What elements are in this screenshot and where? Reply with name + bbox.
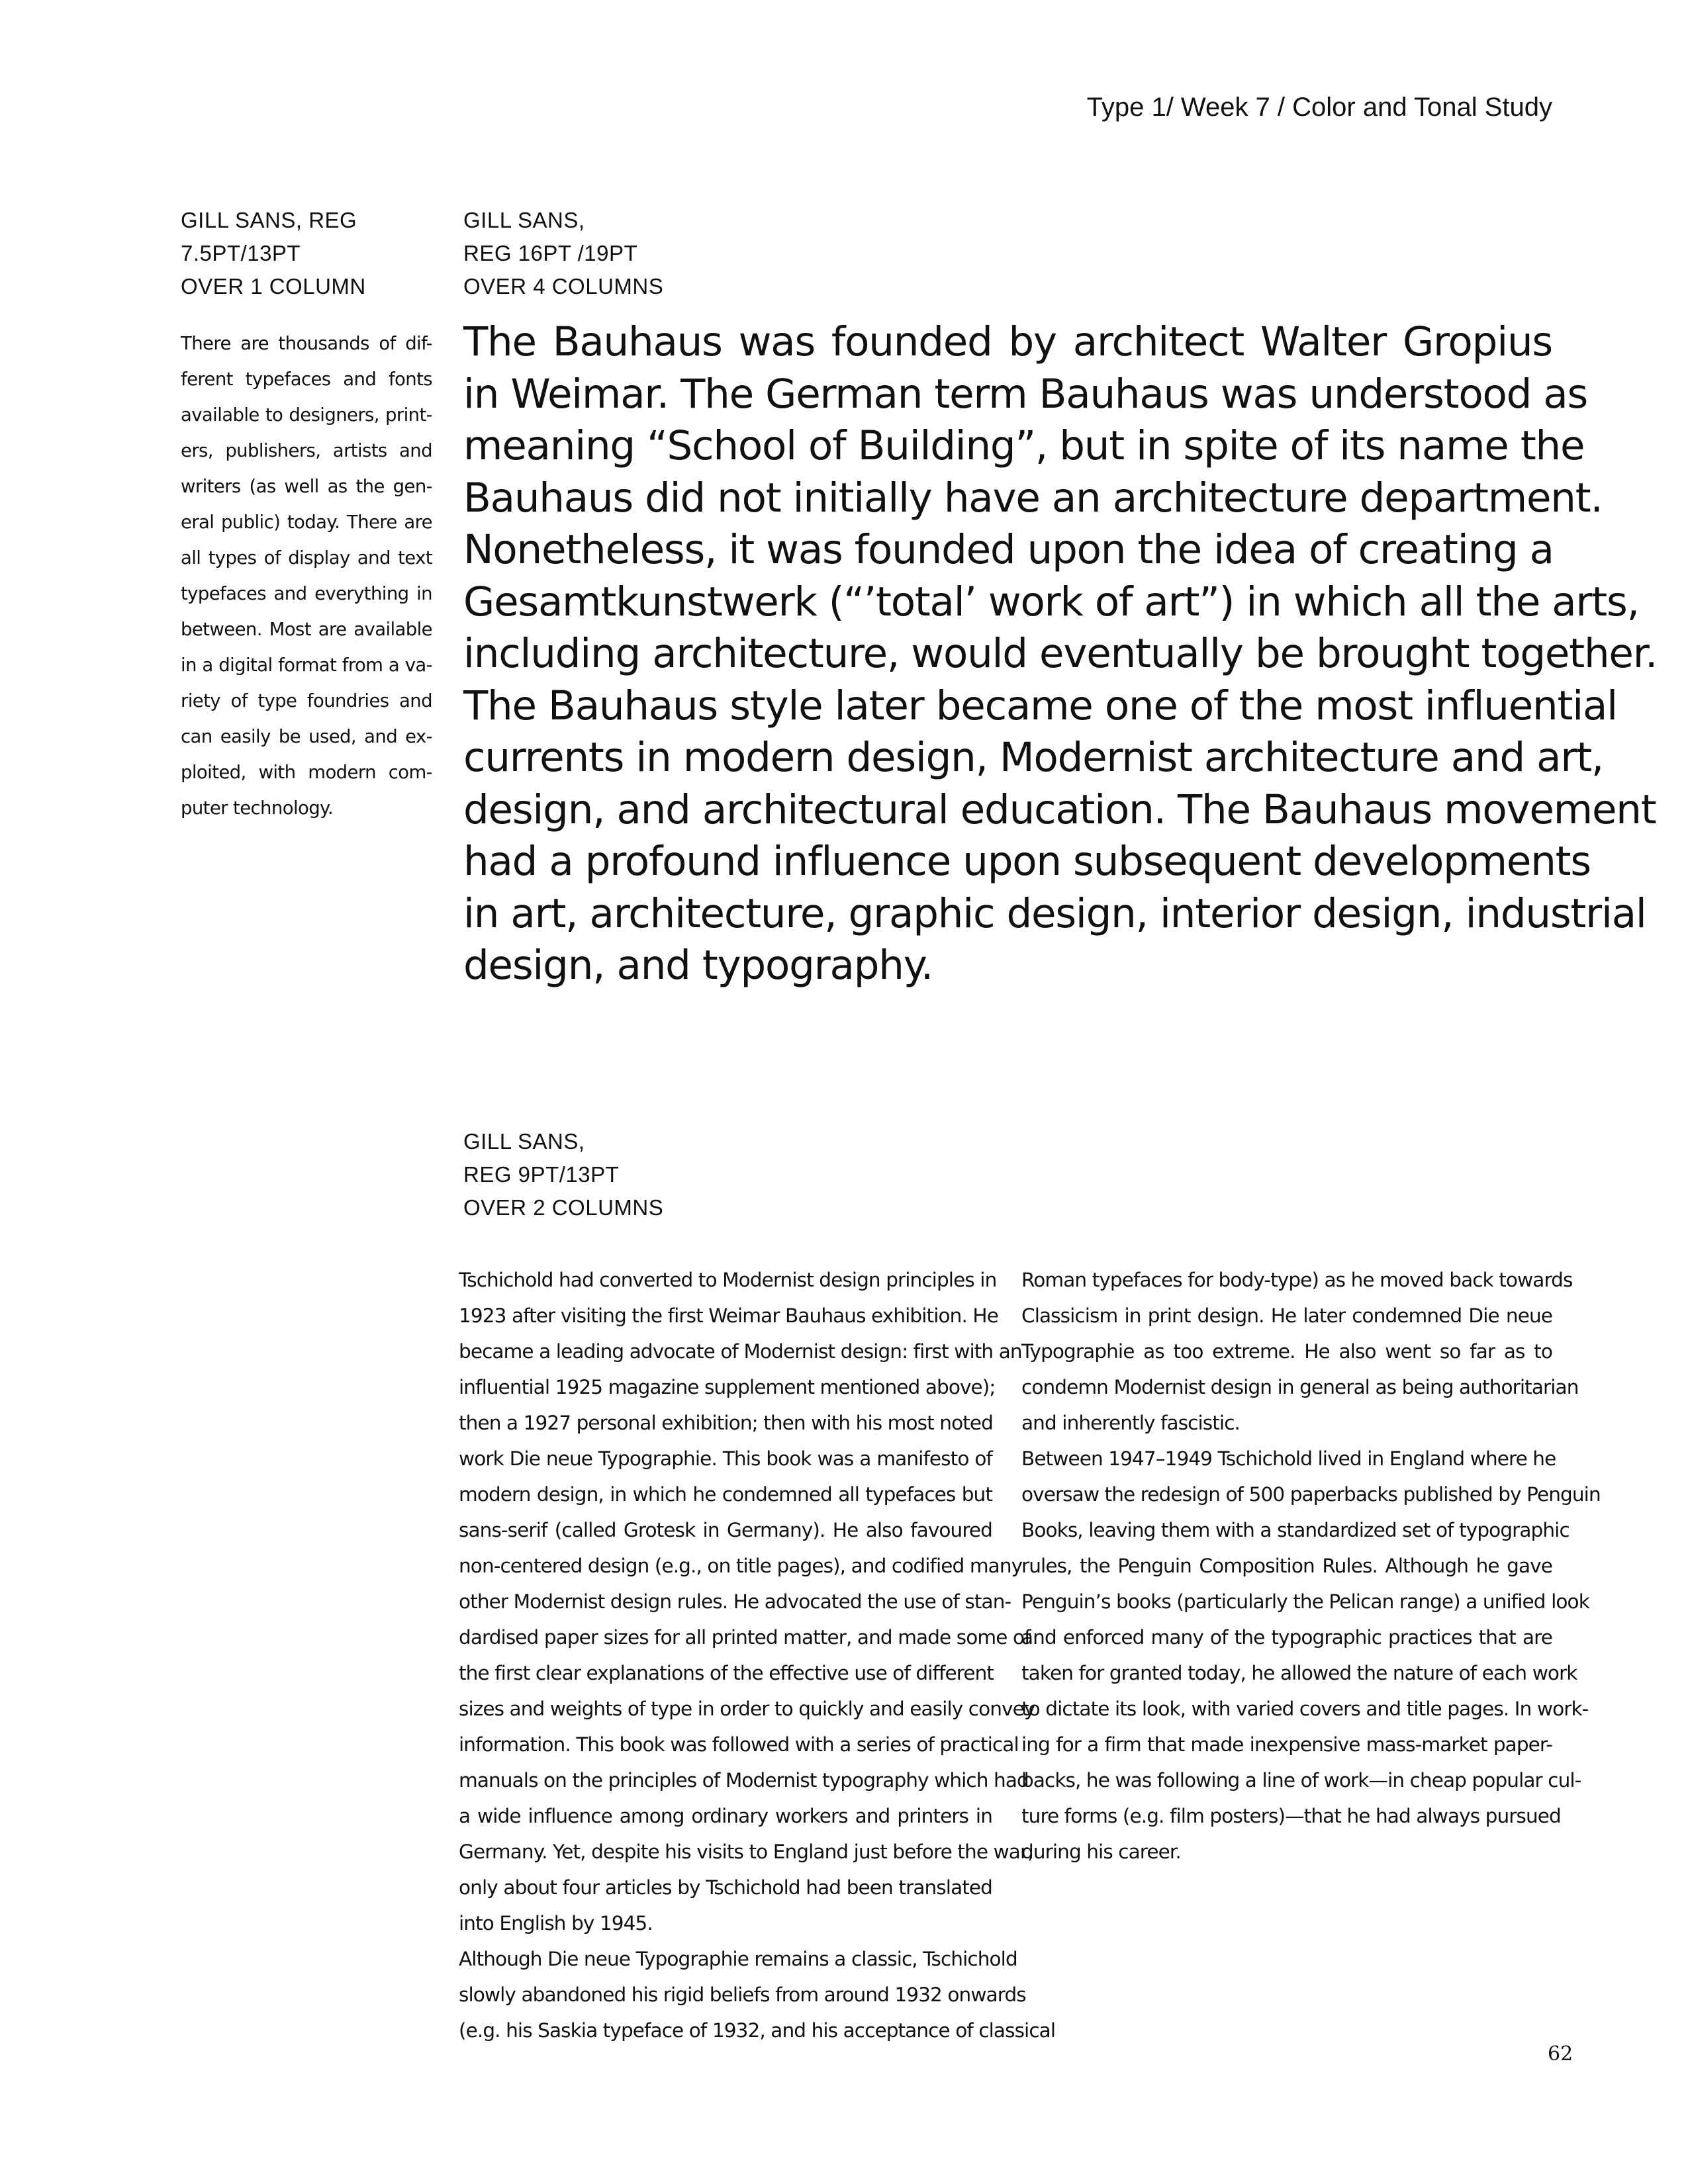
spec-caption-left — [181, 204, 366, 303]
caption-line: GILL SANS, — [463, 208, 585, 232]
caption-line: 7.5PT/13PT — [181, 241, 301, 265]
text-line: manuals on the principles of Modernist typography which had — [459, 1769, 1029, 1792]
text-line: design, and typography. — [463, 942, 933, 989]
text-line: ploited, with modern com- — [181, 762, 432, 783]
text-line: design, and architectural education. The Bauhaus movement — [463, 786, 1656, 833]
text-line: in a digital format from a va- — [181, 655, 432, 676]
caption-line: REG 16PT /19PT — [463, 241, 638, 265]
text-line: ture forms (e.g. film posters)—that he had always pursued — [1021, 1805, 1561, 1827]
text-line: ers, publishers, artists and — [181, 440, 432, 461]
page-number: 62 — [1548, 2042, 1573, 2066]
text-line: then a 1927 personal exhibition; then with his most noted — [459, 1412, 993, 1434]
text-line: during his career. — [1021, 1841, 1181, 1863]
text-line: condemn Modernist design in general as being authoritarian — [1021, 1376, 1579, 1398]
caption-line: REG 9PT/13PT — [463, 1162, 620, 1187]
text-line: Gesamtkunstwerk (“’total’ work of art”) in which all the arts, — [463, 578, 1639, 625]
text-line: all types of display and text — [181, 547, 432, 569]
text-line: Roman typefaces for body-type) as he moved back towards — [1021, 1269, 1573, 1291]
text-line: and inherently fascistic. — [1021, 1412, 1241, 1434]
text-line: puter technology. — [181, 797, 333, 819]
spec-caption-middle — [463, 204, 663, 303]
text-line: including architecture, would eventually be brought together. — [463, 630, 1658, 677]
text-line: a wide influence among ordinary workers and printers in — [459, 1805, 992, 1827]
text-line: Although Die neue Typographie remains a classic, Tschichold — [459, 1948, 1017, 1970]
text-line: in art, architecture, graphic design, interior design, industrial — [463, 889, 1646, 937]
running-head: Type 1/ Week 7 / Color and Tonal Study — [1086, 93, 1552, 122]
text-line: information. This book was followed with a series of practical — [459, 1733, 1019, 1756]
caption-line: OVER 1 COLUMN — [181, 274, 366, 298]
text-line: Bauhaus did not initially have an architecture department. — [463, 474, 1603, 522]
text-line: slowly abandoned his rigid beliefs from around 1932 onwards — [459, 1983, 1026, 2006]
text-line: non-centered design (e.g., on title pages), and codified many — [459, 1555, 1023, 1577]
text-line: had a profound influence upon subsequent developments — [463, 838, 1591, 885]
text-line: currents in modern design, Modernist architecture and art, — [463, 734, 1604, 781]
text-line: available to designers, print- — [181, 404, 432, 426]
text-line: ferent typefaces and fonts — [181, 369, 432, 390]
text-line: backs, he was following a line of work—in cheap popular cul- — [1021, 1769, 1581, 1792]
caption-line: OVER 4 COLUMNS — [463, 274, 664, 298]
text-line: in Weimar. The German term Bauhaus was understood as — [463, 370, 1588, 418]
text-line: dardised paper sizes for all printed matter, and made some of — [459, 1626, 1031, 1649]
text-line: became a leading advocate of Modernist design: first with an — [459, 1340, 1022, 1363]
text-line: the first clear explanations of the effective use of different — [459, 1662, 994, 1684]
text-line: modern design, in which he condemned all typefaces but — [459, 1483, 992, 1506]
text-line: influential 1925 magazine supplement mentioned above); — [459, 1376, 996, 1398]
text-line: can easily be used, and ex- — [181, 726, 432, 747]
text-line: eral public) today. There are — [181, 512, 432, 533]
text-line: into English by 1945. — [459, 1912, 653, 1934]
text-line: oversaw the redesign of 500 paperbacks published by Penguin — [1021, 1483, 1601, 1506]
text-line: Nonetheless, it was founded upon the idea of creating a — [463, 526, 1554, 573]
text-line: meaning “School of Building”, but in spite of its name the — [463, 422, 1585, 469]
text-line: and enforced many of the typographic practices that are — [1021, 1626, 1552, 1649]
text-line: writers (as well as the gen- — [181, 476, 432, 497]
text-line: ing for a firm that made inexpensive mass-market paper- — [1021, 1733, 1552, 1756]
caption-line: GILL SANS, REG — [181, 208, 357, 232]
text-line: work Die neue Typographie. This book was a manifesto of — [459, 1447, 992, 1470]
text-line: There are thousands of dif- — [181, 333, 432, 354]
caption-line: OVER 2 COLUMNS — [463, 1195, 664, 1220]
spec-caption-lower — [463, 1125, 663, 1224]
text-line: other Modernist design rules. He advocated the use of stan- — [459, 1590, 1011, 1613]
text-line: typefaces and everything in — [181, 583, 432, 604]
text-line: Penguin’s books (particularly the Pelican range) a unified look — [1021, 1590, 1589, 1613]
text-line: riety of type foundries and — [181, 690, 432, 711]
text-line: Typographie as too extreme. He also went so far as to — [1021, 1340, 1552, 1363]
text-line: Classicism in print design. He later condemned Die neue — [1021, 1304, 1552, 1327]
body-column-2 — [1021, 1262, 1601, 1870]
body-column-1 — [459, 1262, 1056, 2048]
text-line: (e.g. his Saskia typeface of 1932, and his acceptance of classical — [459, 2019, 1056, 2042]
text-line: to dictate its look, with varied covers and title pages. In work- — [1021, 1698, 1589, 1720]
text-line: Books, leaving them with a standardized set of typographic — [1021, 1519, 1570, 1541]
text-line: between. Most are available — [181, 619, 432, 640]
text-line: Germany. Yet, despite his visits to England just before the war, — [459, 1841, 1033, 1863]
lead-paragraph — [463, 316, 1658, 992]
text-line: taken for granted today, he allowed the nature of each work — [1021, 1662, 1577, 1684]
text-line: The Bauhaus style later became one of the most influential — [463, 682, 1617, 729]
text-line: Between 1947–1949 Tschichold lived in England where he — [1021, 1447, 1556, 1470]
side-column-text — [181, 326, 432, 826]
text-line: The Bauhaus was founded by architect Walter Gropius — [463, 318, 1552, 365]
text-line: Tschichold had converted to Modernist design principles in — [459, 1269, 997, 1291]
text-line: only about four articles by Tschichold had been translated — [459, 1876, 992, 1899]
caption-line: GILL SANS, — [463, 1129, 585, 1154]
text-line: sizes and weights of type in order to quickly and easily convey — [459, 1698, 1035, 1720]
text-line: 1923 after visiting the first Weimar Bauhaus exhibition. He — [459, 1304, 998, 1327]
text-line: rules, the Penguin Composition Rules. Although he gave — [1021, 1555, 1552, 1577]
text-line: sans-serif (called Grotesk in Germany). He also favoured — [459, 1519, 992, 1541]
